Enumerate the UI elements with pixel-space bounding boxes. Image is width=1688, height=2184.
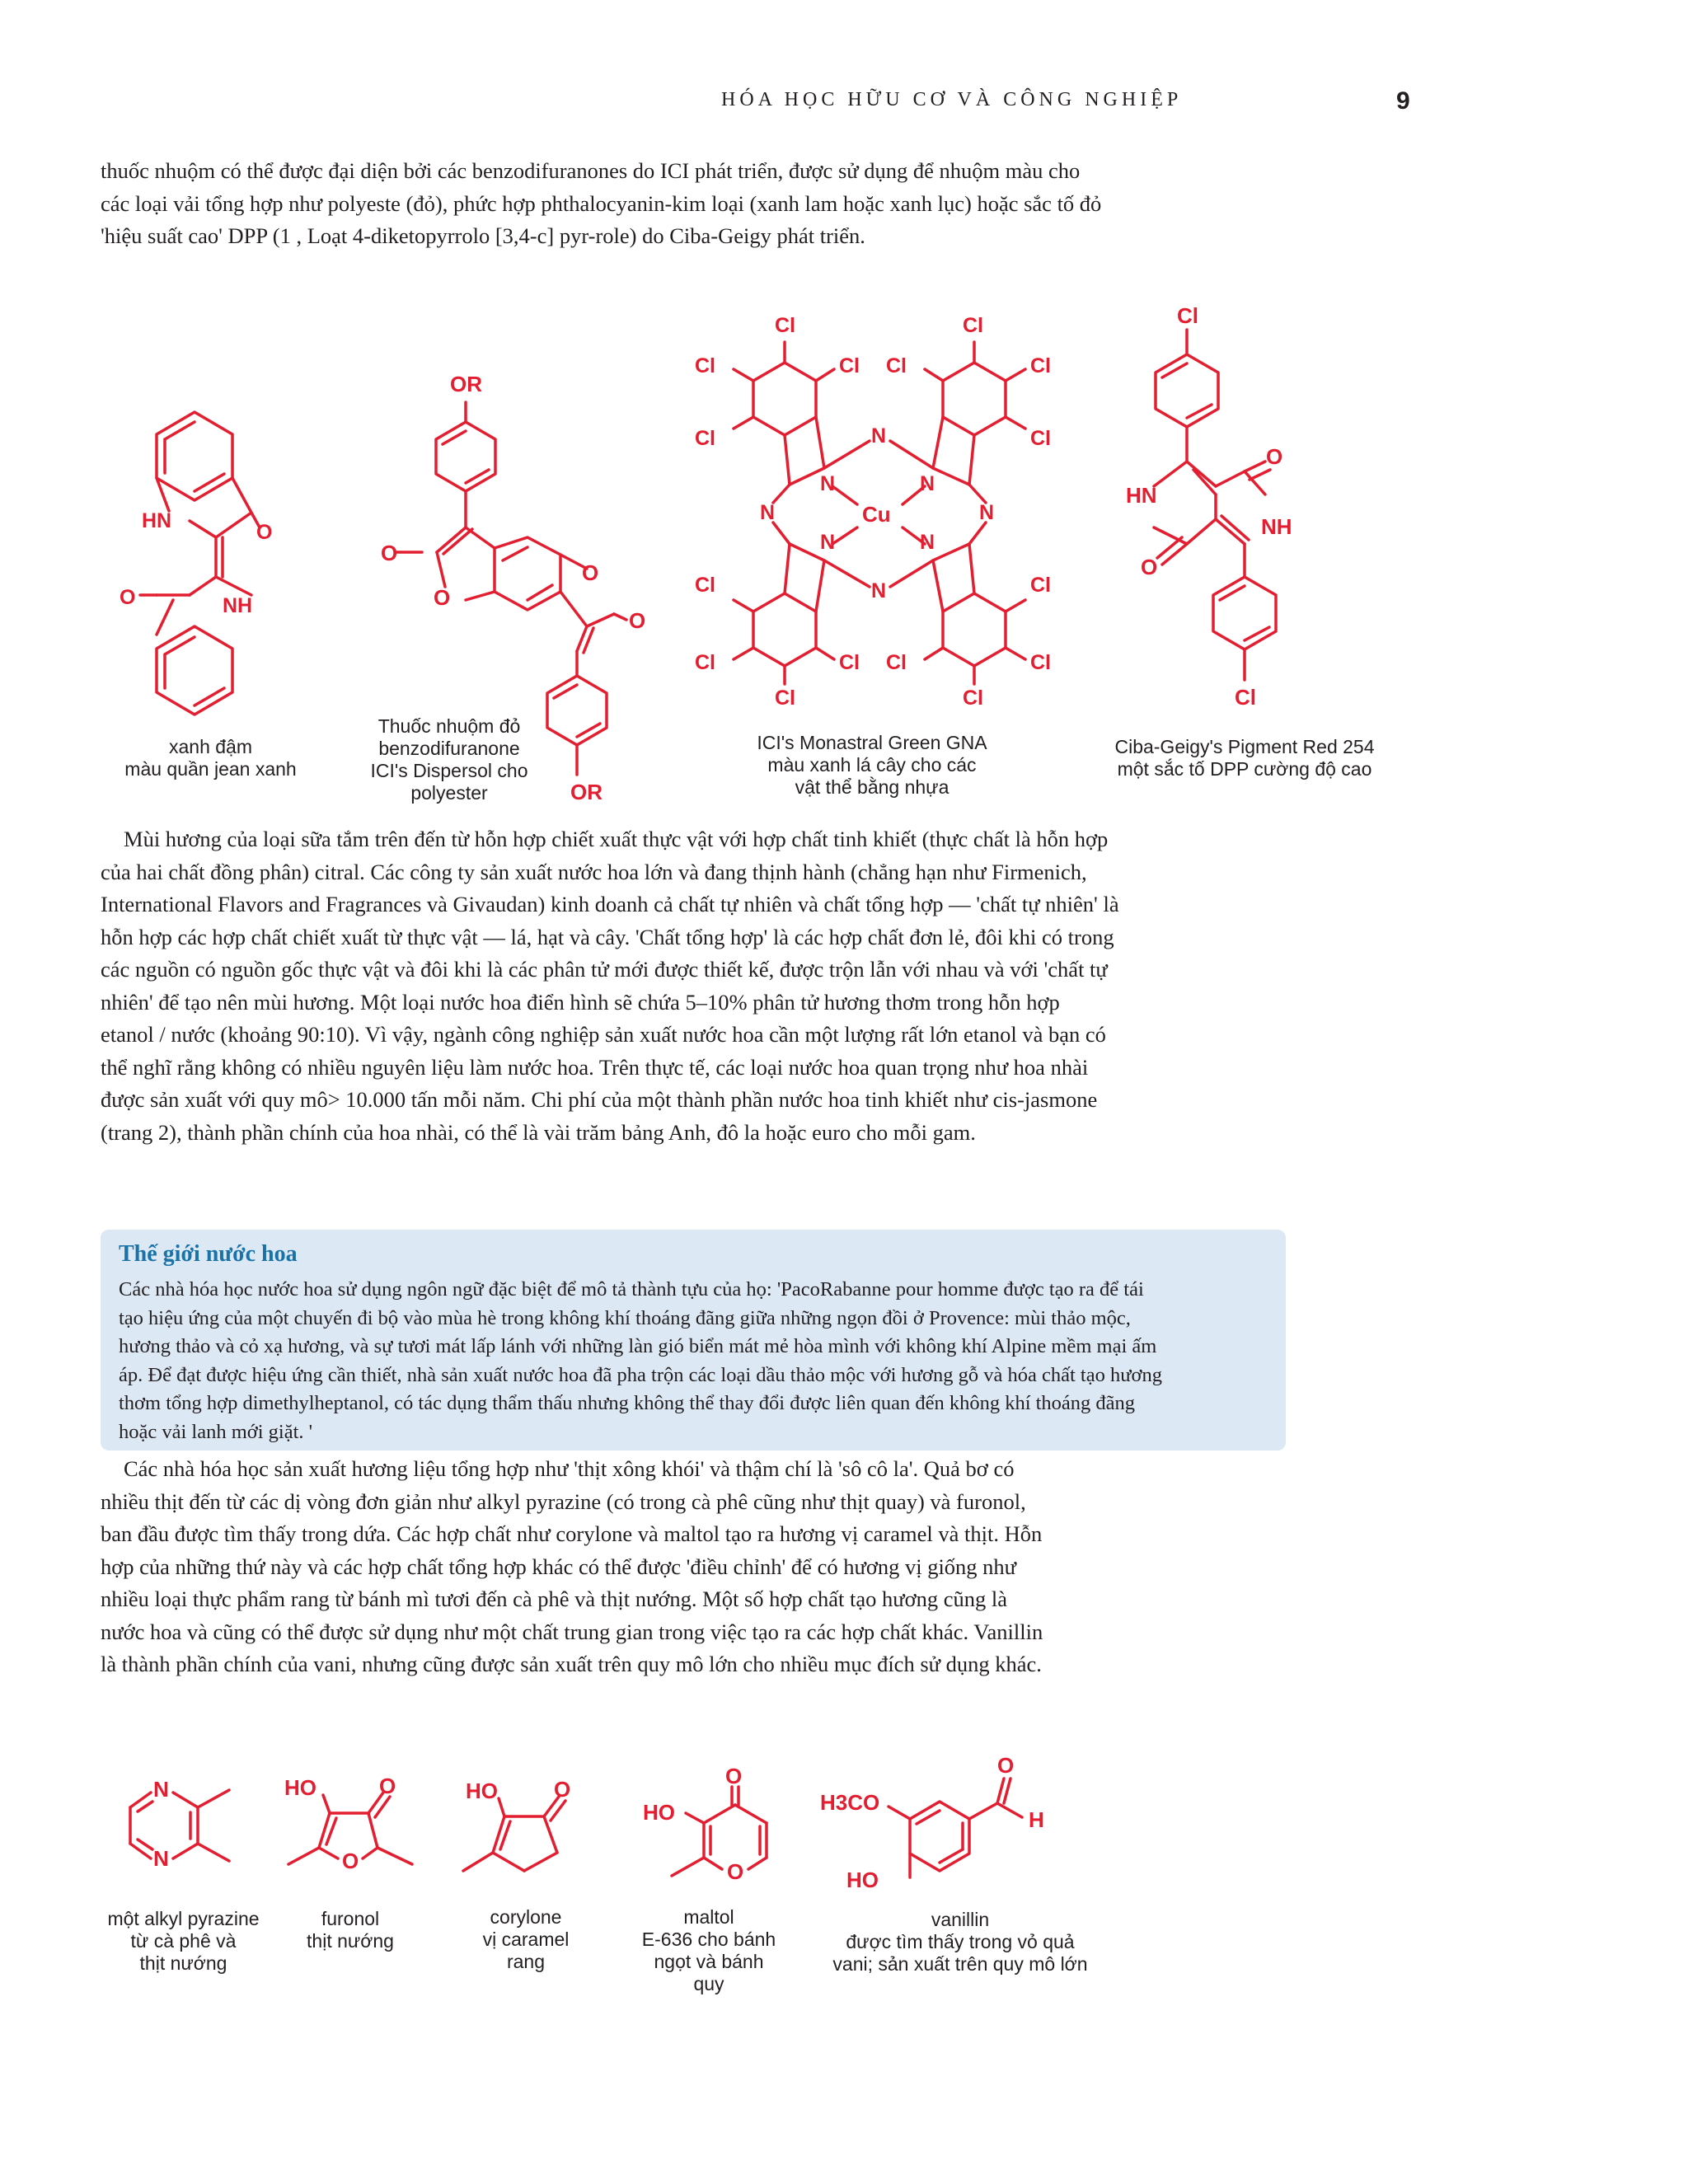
caption-pyrazine: [95, 1908, 272, 1975]
caption-maltol: [635, 1906, 783, 1995]
atom-label: O: [554, 1777, 571, 1802]
caption-line: xanh đậm: [168, 736, 252, 757]
caption-line: furonol: [321, 1908, 380, 1929]
atom-label: HO: [284, 1775, 316, 1800]
paragraph-line: hỗn hợp các hợp chất chiết xuất từ thực vật — lá, hạt và cây. 'Chất tổng hợp' là các hợp chất đơn lẻ, đôi khi có trong: [101, 924, 1114, 949]
atom-label: N: [979, 501, 995, 524]
atom-label: Cl: [775, 314, 795, 337]
atom-label: Cl: [1177, 303, 1198, 328]
paragraph-line: International Flavors and Fragrances và Givaudan) kinh doanh cả chất tự nhiên và chất tổng hợp — 'chất tự nhiên' là: [101, 892, 1119, 916]
flavour-paragraph: [101, 1453, 1172, 1681]
box-line: thơm tổng hợp dimethylheptanol, có tác dụng thẩm thấu nhưng không thể thay đổi được liên quan đến không khí thoáng đãng: [119, 1392, 1136, 1414]
paragraph-line: nhiều thịt đến từ các dị vòng đơn giản như alkyl pyrazine (có trong cà phê cũng như thịt quay) và furonol,: [101, 1488, 1026, 1514]
paragraph-line: là thành phần chính của vani, nhưng cũng được sản xuất trên quy mô lớn cho nhiều mục đích sử dụng khác.: [101, 1652, 1042, 1676]
box-line: hoặc vải lanh mới giặt. ': [119, 1420, 313, 1443]
caption-line: rang: [506, 1951, 546, 1972]
paragraph-line: thể nghĩ rằng không có nhiều nguyên liệu làm nước hoa. Trên thực tế, các loại nước hoa quan trọng như hoa nhài: [101, 1054, 1089, 1080]
box-title: Thế giới nước hoa: [119, 1241, 298, 1267]
box-body: [119, 1276, 1263, 1446]
flavour-structures-figure: [0, 1731, 1688, 1929]
atom-label: N: [871, 424, 887, 448]
atom-label: Cl: [775, 687, 795, 710]
atom-label: O: [256, 521, 273, 544]
caption-line: từ cà phê và: [130, 1930, 237, 1952]
caption-line: một sắc tố DPP cường độ cao: [1117, 758, 1372, 780]
atom-label: NH: [1261, 514, 1292, 539]
caption-line: màu xanh lá cây cho các: [767, 754, 977, 776]
caption-line: Ciba-Geigy's Pigment Red 254: [1114, 736, 1375, 757]
atom-label: Cl: [695, 574, 715, 597]
furonol-structure: [284, 1774, 412, 1873]
atom-label: HO: [643, 1800, 675, 1825]
pigment-red-structure: [1126, 303, 1292, 710]
indigo-structure: [120, 412, 272, 715]
atom-label: N: [820, 531, 836, 554]
atom-label: N: [820, 472, 836, 495]
atom-label: O: [1266, 444, 1283, 469]
paragraph-line: hợp của những thứ này và các hợp chất tổng hợp khác có thể được 'điều chỉnh' để có hương vị giống như: [101, 1554, 1017, 1579]
atom-label: OR: [570, 780, 603, 804]
caption-line: maltol: [683, 1906, 734, 1928]
caption-corylone: [468, 1906, 584, 1973]
phthalocyanine-structure: [695, 314, 1051, 710]
atom-label: O: [725, 1764, 743, 1788]
paragraph-line: được sản xuất với quy mô> 10.000 tấn mỗi năm. Chi phí của một thành phần nước hoa tinh khiết như cis-jasmone: [101, 1087, 1098, 1112]
atom-label: N: [920, 472, 935, 495]
paragraph-line: các nguồn có nguồn gốc thực vật và đôi khi là các phân tử mới được thiết kế, được trộn lẫn với nhau và với 'chất tự: [101, 957, 1108, 982]
atom-label: Cl: [963, 687, 983, 710]
atom-label: N: [760, 501, 776, 524]
paragraph-line: etanol / nước (khoảng 90:10). Vì vậy, ngành công nghiệp sản xuất nước hoa cần một lượng rất lớn etanol và bạn có: [101, 1022, 1106, 1047]
atom-label: Cl: [1030, 574, 1051, 597]
caption-line: được tìm thấy trong vỏ quả: [846, 1931, 1075, 1952]
atom-label: Cl: [886, 354, 907, 377]
caption-line: ICI's Dispersol cho: [370, 760, 528, 781]
caption-benzodifuranone: [363, 715, 536, 804]
atom-label: N: [153, 1777, 169, 1802]
caption-line: vị caramel: [482, 1929, 570, 1950]
paragraph-line: Các nhà hóa học sản xuất hương liệu tổng hợp như 'thịt xông khói' và thậm chí là 'sô cô la'. Quả bơ có: [124, 1456, 1015, 1481]
atom-label: HN: [1126, 483, 1157, 508]
caption-line: ngọt và bánh: [654, 1951, 764, 1972]
atom-label: O: [342, 1849, 359, 1873]
caption-indigo: [110, 736, 312, 780]
atom-label: O: [1141, 555, 1158, 579]
caption-furonol: [293, 1908, 408, 1952]
atom-label: O: [381, 541, 398, 565]
atom-label: Cl: [1030, 427, 1051, 450]
atom-label: N: [920, 531, 935, 554]
intro-line: các loại vải tổng hợp như polyeste (đỏ), phức hợp phthalocyanin-kim loại (xanh lam hoặc xanh lục) hoặc sắc tố đỏ: [101, 190, 1102, 216]
atom-label: Cl: [886, 651, 907, 674]
atom-label: N: [153, 1846, 169, 1871]
intro-line: thuốc nhuộm có thể được đại diện bởi các benzodifuranones do ICI phát triển, được sử dụng để nhuộm màu cho: [101, 158, 1081, 183]
caption-line: vani; sản xuất trên quy mô lớn: [832, 1953, 1088, 1975]
caption-line: thịt nướng: [307, 1930, 394, 1952]
atom-label: O: [727, 1859, 744, 1884]
atom-label: O: [379, 1774, 396, 1798]
caption-line: thịt nướng: [139, 1952, 227, 1974]
atom-label: Cl: [1030, 354, 1051, 377]
box-line: hương thảo và cỏ xạ hương, và sự tươi mát lấp lánh với những làn gió biển mát mẻ hòa mình với không khí Alpine mềm mại ấm: [119, 1335, 1157, 1357]
intro-paragraph: [101, 155, 1172, 253]
page-number: 9: [1396, 87, 1410, 115]
atom-label: O: [434, 585, 451, 610]
paragraph-line: ban đầu được tìm thấy trong dứa. Các hợp chất như corylone và maltol tạo ra hương vị caramel và thịt. Hỗn: [101, 1521, 1043, 1546]
atom-label: Cl: [695, 651, 715, 674]
maltol-structure: [643, 1764, 767, 1884]
fragrance-paragraph: [101, 823, 1172, 1149]
caption-line: corylone: [490, 1906, 562, 1928]
atom-label: HO: [846, 1868, 879, 1892]
atom-label: HO: [466, 1779, 498, 1803]
atom-label: Cl: [839, 354, 860, 377]
atom-label: Cl: [1030, 651, 1051, 674]
atom-label: NH: [223, 594, 253, 617]
caption-line: vanillin: [931, 1909, 990, 1930]
caption-line: ICI's Monastral Green GNA: [757, 732, 987, 753]
atom-label: O: [120, 586, 136, 609]
caption-line: vật thể bằng nhựa: [795, 776, 950, 798]
atom-label: Cl: [839, 651, 860, 674]
atom-label: Cl: [695, 354, 715, 377]
vanillin-structure: [820, 1753, 1044, 1892]
atom-label: O: [629, 608, 646, 633]
atom-label: O: [582, 560, 599, 585]
caption-vanillin: [816, 1909, 1104, 1975]
caption-line: Thuốc nhuộm đỏ: [377, 715, 521, 737]
atom-label: OR: [450, 372, 482, 396]
caption-pigment-red: [1100, 736, 1389, 780]
corylone-structure: [463, 1777, 570, 1871]
intro-line: 'hiệu suất cao' DPP (1 , Loạt 4-diketopyrrolo [3,4-c] pyr-role) do Ciba-Geigy phát triển.: [101, 223, 865, 248]
caption-line: E-636 cho bánh: [641, 1929, 776, 1950]
paragraph-line: (trang 2), thành phần chính của hoa nhài, có thể là vài trăm bảng Anh, đô la hoặc euro cho mỗi gam.: [101, 1119, 976, 1145]
paragraph-line: Mùi hương của loại sữa tắm trên đến từ hỗn hợp chiết xuất thực vật với hợp chất tinh khiết (thực chất là hỗn hợp: [124, 827, 1109, 851]
atom-label: Cu: [862, 502, 891, 527]
paragraph-line: nhiều loại thực phẩm rang từ bánh mì tươi đến cà phê và thịt nướng. Một số hợp chất tạo hương cũng là: [101, 1586, 1008, 1611]
atom-label: Cl: [1235, 685, 1256, 710]
paragraph-line: nước hoa và cũng có thể được sử dụng như một chất trung gian trong việc tạo ra các hợp chất khác. Vanillin: [101, 1619, 1043, 1644]
caption-line: màu quần jean xanh: [124, 758, 297, 780]
paragraph-line: nhiên' để tạo nên mùi hương. Một loại nước hoa điển hình sẽ chứa 5–10% phân tử hương thơm trong hỗn hợp: [101, 989, 1060, 1015]
atom-label: H3CO: [820, 1790, 880, 1815]
paragraph-line: của hai chất đồng phân) citral. Các công ty sản xuất nước hoa lớn và đang thịnh hành (chẳng hạn như Firmenich,: [101, 859, 1087, 884]
caption-phthalocyanine: [736, 732, 1008, 799]
box-line: Các nhà hóa học nước hoa sử dụng ngôn ngữ đặc biệt để mô tả thành tựu của họ: 'PacoRabanne pour homme được tạo ra để tái: [119, 1278, 1144, 1301]
caption-line: quy: [693, 1973, 724, 1994]
caption-line: một alkyl pyrazine: [107, 1908, 260, 1929]
box-line: áp. Để đạt được hiệu ứng cần thiết, nhà sản xuất nước hoa đã pha trộn các loại dầu thảo mộc với hương gỗ và hóa chất tạo hương: [119, 1363, 1162, 1386]
atom-label: O: [997, 1753, 1015, 1778]
caption-line: polyester: [410, 782, 488, 804]
atom-label: H: [1029, 1807, 1044, 1832]
dye-structures-figure: [0, 297, 1688, 808]
pyrazine-structure: [130, 1777, 229, 1871]
box-line: tạo hiệu ứng của một chuyến đi bộ vào mùa hè trong không khí thoáng đãng giữa những ngọn đồi ở Provence: mùi thảo mộc,: [119, 1306, 1131, 1329]
running-head: HÓA HỌC HỮU CƠ VÀ CÔNG NGHIỆP: [721, 89, 1183, 110]
atom-label: N: [871, 579, 887, 602]
atom-label: HN: [142, 509, 172, 532]
atom-label: Cl: [695, 427, 715, 450]
caption-line: benzodifuranone: [378, 738, 520, 759]
atom-label: Cl: [963, 314, 983, 337]
